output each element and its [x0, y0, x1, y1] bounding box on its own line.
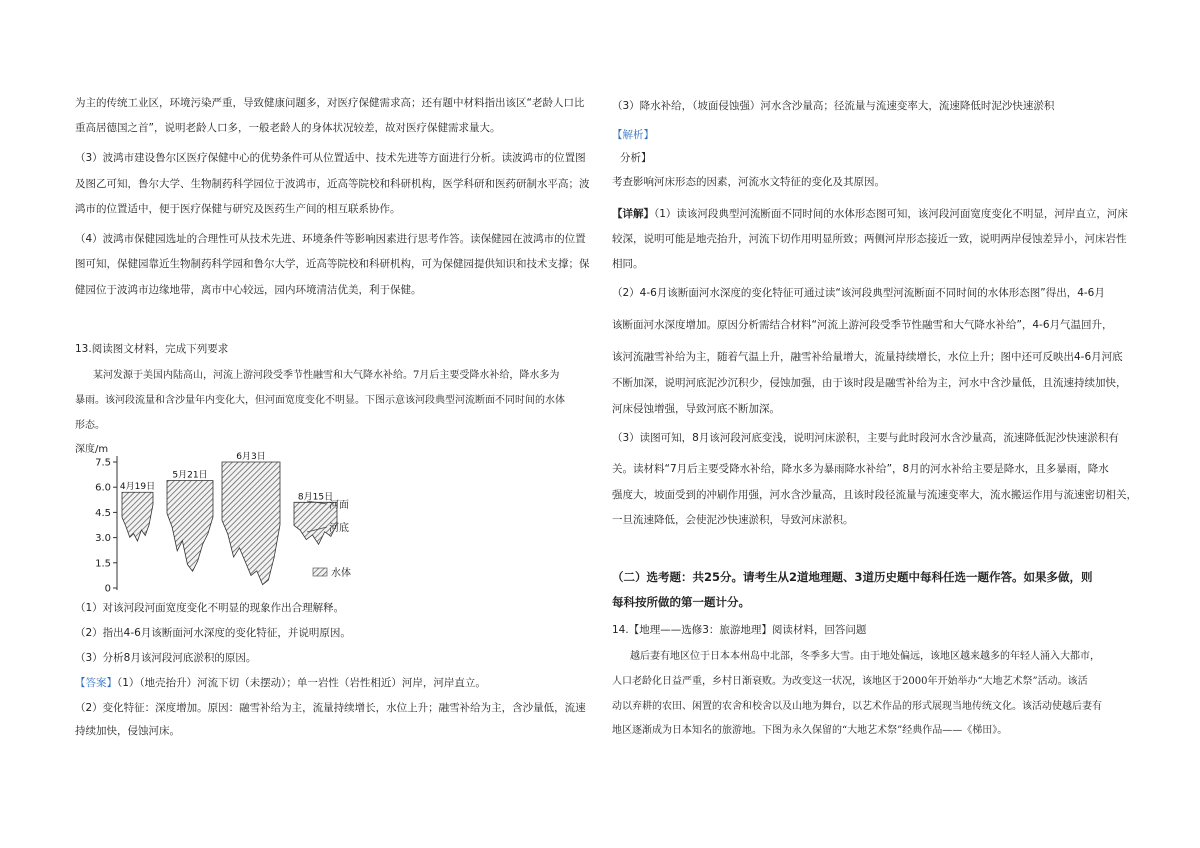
- detail-line: 较深，说明可能是地壳抬升，河流下切作用明显所致；两侧河岸形态接近一致，说明两岸侵蚀差异小，河床岩性: [612, 233, 1127, 245]
- question-13-title: 13.阅读图文材料，完成下列要求: [75, 343, 229, 355]
- surface-label: 河面: [329, 500, 349, 511]
- analysis-tag: 【解析】: [612, 129, 654, 141]
- y-tick-label: 4.5: [95, 507, 111, 519]
- paragraph-line: （3）波鸿市建设鲁尔区医疗保健中心的优势条件可从位置适中、技术先进等方面进行分析。读波鸿市的位置图: [75, 152, 586, 164]
- material-line: 某河发源于美国内陆高山，河流上游河段受季节性融雪和大气降水补给。7月后主要受降水补给，降水多为: [93, 370, 560, 381]
- detail-line: 一旦流速降低，会使泥沙快速淤积，导致河床淤积。: [612, 514, 854, 526]
- legend-label: 水体: [331, 568, 351, 579]
- date-label: 4月19日: [119, 482, 156, 493]
- detail-line: 该河流融雪补给为主，随着气温上升，融雪补给量增大，流量持续增长，水位上升；图中还可反映出4-6月河底: [612, 351, 1123, 363]
- detail-line: 不断加深，说明河底泥沙沉积少，侵蚀加强，由于该时段是融雪补给为主，河水中含沙量低，且流速持续加快，: [612, 377, 1127, 389]
- detail-line: 【详解】（1）读该河段典型河流断面不同时间的水体形态图可知，该河段河面宽度变化不明显，河岸直立，河床: [612, 208, 1128, 220]
- y-tick-label: 6.0: [95, 482, 111, 494]
- date-label: 5月21日: [172, 470, 208, 481]
- y-tick-label: 3.0: [95, 533, 111, 545]
- answer-line: 【答案】（1）（地壳抬升）河流下切（未摆动）；单一岩性（岩性相近）河岸，河岸直立。: [75, 677, 486, 689]
- detail-line: 该断面河水深度增加。原因分析需结合材料“河流上游河段受季节性融雪和大气降水补给”，4-6月气温回升，: [612, 319, 1113, 331]
- analysis-text: 考查影响河床形态的因素，河流水文特征的变化及其原因。: [612, 176, 885, 188]
- paragraph-line: 健园位于波鸿市边缘地带，离市中心较远，园内环境清洁优美，利于保健。: [75, 284, 422, 296]
- material-line: 形态。: [75, 420, 105, 431]
- y-tick-label: 7.5: [95, 457, 111, 469]
- detail-line: 强度大，坡面受到的冲刷作用强，河水含沙量高，且该时段径流量与流速变率大，流水搬运作用与流速密切相关，: [612, 489, 1137, 501]
- detail-line: 相同。: [612, 258, 644, 270]
- material-line: 地区逐渐成为日本知名的旅游地。下图为永久保留的“大地艺术祭”经典作品——《梯田》。: [612, 725, 1008, 736]
- detail-tag: 【详解】: [612, 208, 654, 220]
- section-heading: 每科按所做的第一题计分。: [612, 595, 750, 609]
- y-tick-label: 1.5: [95, 558, 111, 570]
- bed-label: 河底: [329, 523, 349, 534]
- paragraph-line: 图可知，保健园靠近生物制药科学园和鲁尔大学，近高等院校和科研机构，可为保健园提供知识和技术支撑；保: [75, 258, 590, 270]
- detail-line: （2）4-6月该断面河水深度的变化特征可通过读“该河段典型河流断面不同时间的水体形态图”得出，4-6月: [612, 287, 1105, 299]
- y-tick-label: 0: [104, 583, 111, 595]
- section-heading: （二）选考题：共25分。请考生从2道地理题、3道历史题中每科任选一题作答。如果多做，则: [612, 570, 1093, 584]
- paragraph-line: （4）波鸿市保健园选址的合理性可从技术先进、环境条件等影响因素进行思考作答。读保健园在波鸿市的位置: [75, 233, 586, 245]
- paragraph-line: 为主的传统工业区，环境污染严重，导致健康问题多，对医疗保健需求高；还有题中材料指出该区“老龄人口比: [75, 97, 585, 109]
- water-body-shape: [167, 480, 213, 571]
- material-line: 暴雨。该河段流量和含沙量年内变化大，但河面宽度变化不明显。下图示意该河段典型河流断面不同时间的水体: [75, 395, 565, 406]
- date-label: 6月3日: [236, 452, 266, 462]
- water-body-shape: [122, 492, 153, 541]
- question-line: （3）分析8月该河段河底淤积的原因。: [75, 652, 257, 664]
- answer-line: 持续加快，侵蚀河床。: [75, 725, 180, 737]
- paragraph-line: 重高居德国之首”，说明老龄人口多，一般老龄人的身体状况较差，故对医疗保健需求量大。: [75, 122, 501, 134]
- question-line: （1）对该河段河面宽度变化不明显的现象作出合理解释。: [75, 602, 345, 614]
- question-14-title: 14.【地理——选修3：旅游地理】阅读材料，回答问题: [612, 624, 867, 636]
- river-section-chart: [75, 438, 395, 596]
- water-body-shape: [222, 462, 280, 585]
- detail-line: 河床侵蚀增强，导致河底不断加深。: [612, 403, 780, 415]
- answer-line: （2）变化特征：深度增加。原因：融雪补给为主，流量持续增长，水位上升；融雪补给为主，含沙量低，流速: [75, 702, 586, 714]
- material-line: 人口老龄化日益严重，乡村日渐衰败。为改变这一状况，该地区于2000年开始举办“大地艺术祭”活动。该活: [612, 676, 1088, 687]
- answer-line: （3）降水补给，（坡面侵蚀强）河水含沙量高；径流量与流速变率大，流速降低时泥沙快速淤积: [612, 100, 1055, 112]
- detail-line: 关。读材料“7月后主要受降水补给，降水多为暴雨降水补给”，8月的河水补给主要是降水，且多暴雨，降水: [612, 463, 1109, 475]
- y-axis-label: 深度/m: [75, 444, 109, 455]
- paragraph-line: 及图乙可知，鲁尔大学、生物制药科学园位于波鸿市，近高等院校和科研机构，医学科研和医药研制水平高；波: [75, 178, 590, 190]
- paragraph-line: 鸿市的位置适中，便于医疗保健与研究及医药生产间的相互联系协作。: [75, 203, 401, 215]
- question-line: （2）指出4-6月该断面河水深度的变化特征，并说明原因。: [75, 627, 351, 639]
- legend-swatch: [313, 568, 327, 576]
- date-label: 8月15日: [297, 492, 334, 503]
- answer-tag: 【答案】: [75, 677, 117, 689]
- detail-line: （3）读图可知，8月该河段河底变浅，说明河床淤积，主要与此时段河水含沙量高，流速降低泥沙快速淤积有: [612, 432, 1119, 444]
- material-line: 越后妻有地区位于日本本州岛中北部，冬季多大雪。由于地处偏远，该地区越来越多的年轻人涌入大都市，: [630, 651, 1100, 662]
- material-line: 动以弃耕的农田、闲置的农舍和校舍以及山地为舞台，以艺术作品的形式展现当地传统文化。该活动使越后妻有: [612, 701, 1102, 712]
- analysis-heading: 分析】: [620, 152, 652, 164]
